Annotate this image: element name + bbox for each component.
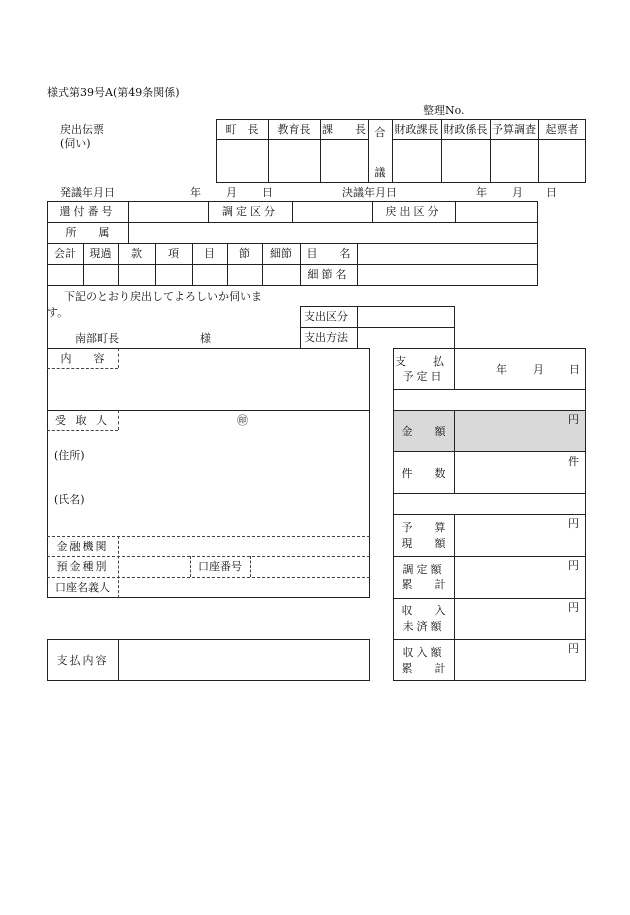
ketsugi-date-label: 決議年月日 [342,186,397,199]
uketorinin-label: 受 取 人 [55,414,110,427]
ketsugi-day: 日 [546,186,557,199]
yotei-day: 日 [569,363,580,376]
approval-section-head: 課 長 [322,123,366,136]
approval-drafter: 起票者 [545,123,579,136]
shunyu-misai-yen: 円 [568,601,579,614]
juusho-label: (住所) [54,449,85,462]
ketsugi-year: 年 [476,186,487,199]
seal-mark: ㊞ [237,414,248,427]
shishutsu-houhou-label: 支出方法 [304,331,348,344]
kan-label: 款 [131,247,142,260]
genka-label: 現過 [89,247,112,260]
seiri-number-label: 整理No. [423,104,465,117]
yotei-month: 月 [533,363,544,376]
kingaku-label: 金 額 [401,425,446,438]
approval-consult-bottom: 議 [374,166,386,179]
form-title: 戻出伝票 [60,123,104,136]
yokin-label: 預金種別 [56,560,109,573]
shimei-label: (氏名) [54,493,85,506]
saisetsumei-label: 細節名 [307,268,350,281]
shunyugaku-2: 累 計 [401,662,446,675]
hatsugi-day: 日 [262,186,273,199]
shunyu-misai-1: 収 入 [401,604,446,617]
mokumei-label: 目 名 [306,247,351,260]
kou-label: 項 [168,247,179,260]
ketsugi-month: 月 [512,186,523,199]
chotei-ruikei-2: 累 計 [401,578,446,591]
kensu-ken: 件 [568,455,579,468]
approval-edu-head: 教育長 [277,123,311,136]
chotei-yen: 円 [568,559,579,572]
addressee: 南部町長 [75,332,119,345]
shunyugaku-yen: 円 [568,642,579,655]
kensu-label: 件 数 [401,467,446,480]
saisetsu-label: 細節 [270,247,292,260]
moku-label: 目 [204,247,215,260]
form-number: 様式第39号A(第49条関係) [47,86,180,99]
request-text-1: 下記のとおり戻出してよろしいか伺いま [64,290,262,303]
yosan-label-1: 予 算 [401,521,446,534]
yosan-yen: 円 [568,517,579,530]
shunyu-misai-2: 未済額 [402,620,445,633]
hatsugi-year: 年 [190,186,201,199]
chotei-kubun-label: 調定区分 [222,205,278,218]
approval-budget: 予算調査 [492,123,536,136]
chotei-ruikei-1: 調定額 [402,563,445,576]
approval-consult-top: 合 [374,126,386,139]
kanpu-bangou-label: 還付番号 [59,205,116,218]
hatsugi-date-label: 発議年月日 [60,186,115,199]
kaikei-label: 会計 [54,247,76,260]
reishutsu-kubun-label: 戻出区分 [385,205,442,218]
shunyugaku-1: 収入額 [402,646,445,659]
hatsugi-month: 月 [226,186,237,199]
request-text-2: す。 [47,306,69,319]
kingaku-yen: 円 [568,413,579,426]
approval-finance-head: 財政課長 [394,123,439,136]
shozoku-label: 所 属 [65,226,110,239]
kouza-bangou-label: 口座番号 [198,560,242,573]
approval-town-head: 町 長 [225,123,259,136]
shishutsu-kubun-label: 支出区分 [304,310,348,323]
form-subtitle: (伺い) [60,137,91,150]
approval-finance-chief: 財政係長 [443,123,488,136]
shiharai-yotei-2: 予定日 [402,370,445,383]
kinyu-label: 金融機関 [56,540,109,553]
meigi-label: 口座名義人 [55,581,110,594]
shiharai-naiyou-label: 支払内容 [56,654,109,667]
addressee-sama: 様 [200,332,211,345]
setsu-label: 節 [239,247,250,260]
yotei-year: 年 [496,363,507,376]
naiyou-label: 内 容 [60,352,105,365]
shiharai-yotei-1: 支 払 [395,355,452,368]
yosan-label-2: 現 額 [401,537,446,550]
